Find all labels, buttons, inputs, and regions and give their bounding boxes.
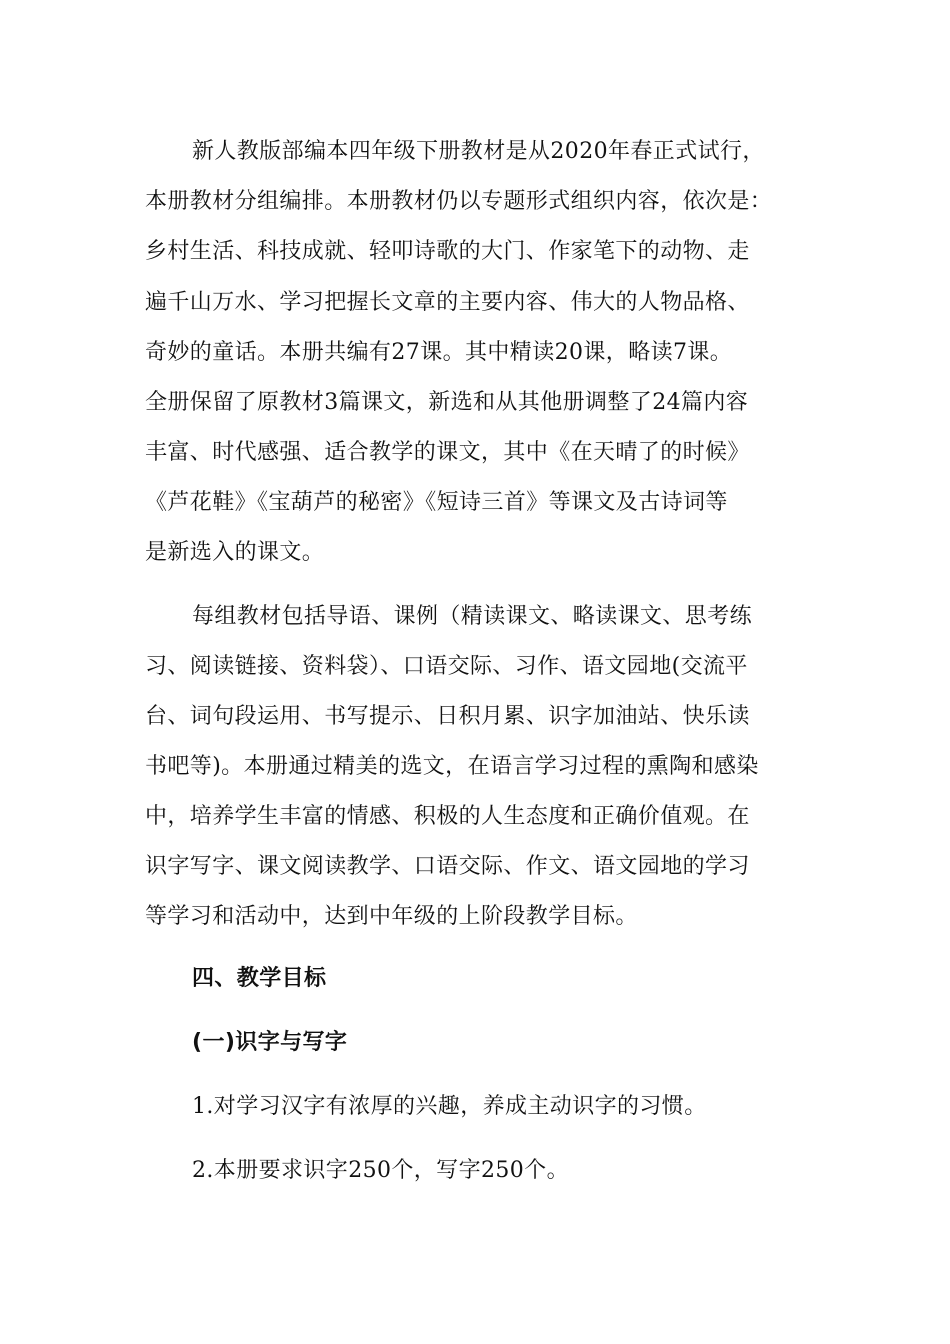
paragraph-2-line-7: 等学习和活动中，达到中年级的上阶段教学目标。: [145, 904, 638, 929]
paragraph-2-line-6: 识字写字、课文阅读教学、口语交际、作文、语文园地的学习: [145, 854, 750, 879]
list-item-2: 2.本册要求识字250个，写字250个。: [192, 1158, 569, 1183]
paragraph-2-line-2: 习、阅读链接、资料袋）、口语交际、习作、语文园地(交流平: [145, 654, 748, 679]
paragraph-1-line-7: 丰富、时代感强、适合教学的课文，其中《在天晴了的时候》: [145, 440, 750, 465]
paragraph-1-line-6: 全册保留了原教材3篇课文，新选和从其他册调整了24篇内容: [145, 390, 749, 415]
paragraph-2-line-5: 中，培养学生丰富的情感、积极的人生态度和正确价值观。在: [145, 804, 750, 829]
paragraph-1-line-3: 乡村生活、科技成就、轻叩诗歌的大门、作家笔下的动物、走: [145, 239, 750, 264]
section-heading: 四、教学目标: [192, 966, 327, 991]
paragraph-1-line-1: 新人教版部编本四年级下册教材是从2020年春正式试行，: [192, 139, 765, 164]
paragraph-1-line-5: 奇妙的童话。本册共编有27课。其中精读20课，略读7课。: [145, 340, 733, 365]
paragraph-2-line-3: 台、词句段运用、书写提示、日积月累、识字加油站、快乐读: [145, 704, 750, 729]
list-item-1: 1.对学习汉字有浓厚的兴趣，养成主动识字的习惯。: [192, 1094, 707, 1119]
subsection-heading: (一)识字与写字: [192, 1030, 348, 1055]
paragraph-2-line-4: 书吧等)。本册通过精美的选文，在语言学习过程的熏陶和感染: [145, 754, 759, 779]
paragraph-1-line-8: 《芦花鞋》《宝葫芦的秘密》《短诗三首》等课文及古诗词等: [145, 490, 728, 515]
paragraph-1-line-2: 本册教材分组编排。本册教材仍以专题形式组织内容，依次是：: [145, 189, 773, 214]
paragraph-1-line-4: 遍千山万水、学习把握长文章的主要内容、伟大的人物品格、: [145, 290, 750, 315]
paragraph-2-line-1: 每组教材包括导语、课例（精读课文、略读课文、思考练: [192, 604, 753, 629]
paragraph-1-line-9: 是新选入的课文。: [145, 540, 325, 565]
